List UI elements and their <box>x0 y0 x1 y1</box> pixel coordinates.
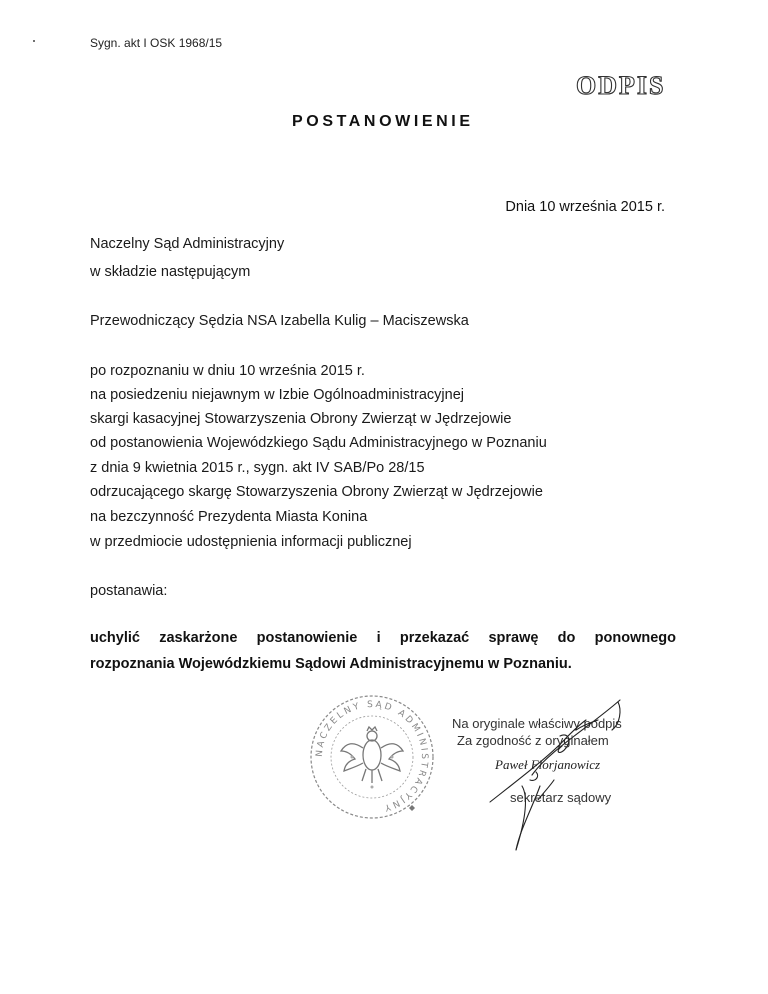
copy-stamp: ODPIS <box>576 71 666 100</box>
document-date: Dnia 10 września 2015 r. <box>505 199 665 215</box>
proceedings-line: skargi kasacyjnej Stowarzyszenia Obrony Zwierząt w Jędrzejowie <box>90 411 512 427</box>
proceedings-line: odrzucającego skargę Stowarzyszenia Obrony Zwierząt w Jędrzejowie <box>90 484 543 500</box>
proceedings-line: po rozpoznaniu w dniu 10 września 2015 r. <box>90 363 365 379</box>
document-title: POSTANOWIENIE <box>292 113 474 130</box>
case-signature: Sygn. akt I OSK 1968/15 <box>90 36 223 50</box>
proceedings-line: na posiedzeniu niejawnym w Izbie Ogólnoadministracyjnej <box>90 387 464 403</box>
svg-text:NACZELNY SĄD ADMINISTRACYJNY: NACZELNY SĄD ADMINISTRACYJNY <box>314 699 430 813</box>
court-composition: w składzie następującym <box>90 264 251 280</box>
proceedings-line: na bezczynność Prezydenta Miasta Konina <box>90 509 368 525</box>
margin-dot <box>33 40 35 42</box>
court-name: Naczelny Sąd Administracyjny <box>90 236 285 252</box>
ruling-line: rozpoznania Wojewódzkiemu Sądowi Administracyjnemu w Poznaniu. <box>90 656 572 672</box>
handwritten-signature-icon <box>470 690 680 860</box>
proceedings-line: od postanowienia Wojewódzkiego Sądu Administracyjnego w Poznaniu <box>90 435 547 451</box>
certified-copy-note: Za zgodność z oryginałem <box>457 733 609 748</box>
original-signature-note: Na oryginale właściwy podpis <box>452 716 622 731</box>
ruling-line: uchylić zaskarżone postanowienie i przekazać sprawę do ponownego <box>90 630 676 646</box>
proceedings-line: w przedmiocie udostępnienia informacji publicznej <box>90 534 412 550</box>
decides-label: postanawia: <box>90 583 168 599</box>
presiding-judge: Przewodniczący Sędzia NSA Izabella Kulig – Maciszewska <box>90 313 469 329</box>
signer-name: Paweł Florjanowicz <box>495 757 601 772</box>
proceedings-line: z dnia 9 kwietnia 2015 r., sygn. akt IV SAB/Po 28/15 <box>90 460 425 476</box>
signer-role: sekretarz sądowy <box>510 790 612 805</box>
court-seal-icon <box>308 693 436 821</box>
